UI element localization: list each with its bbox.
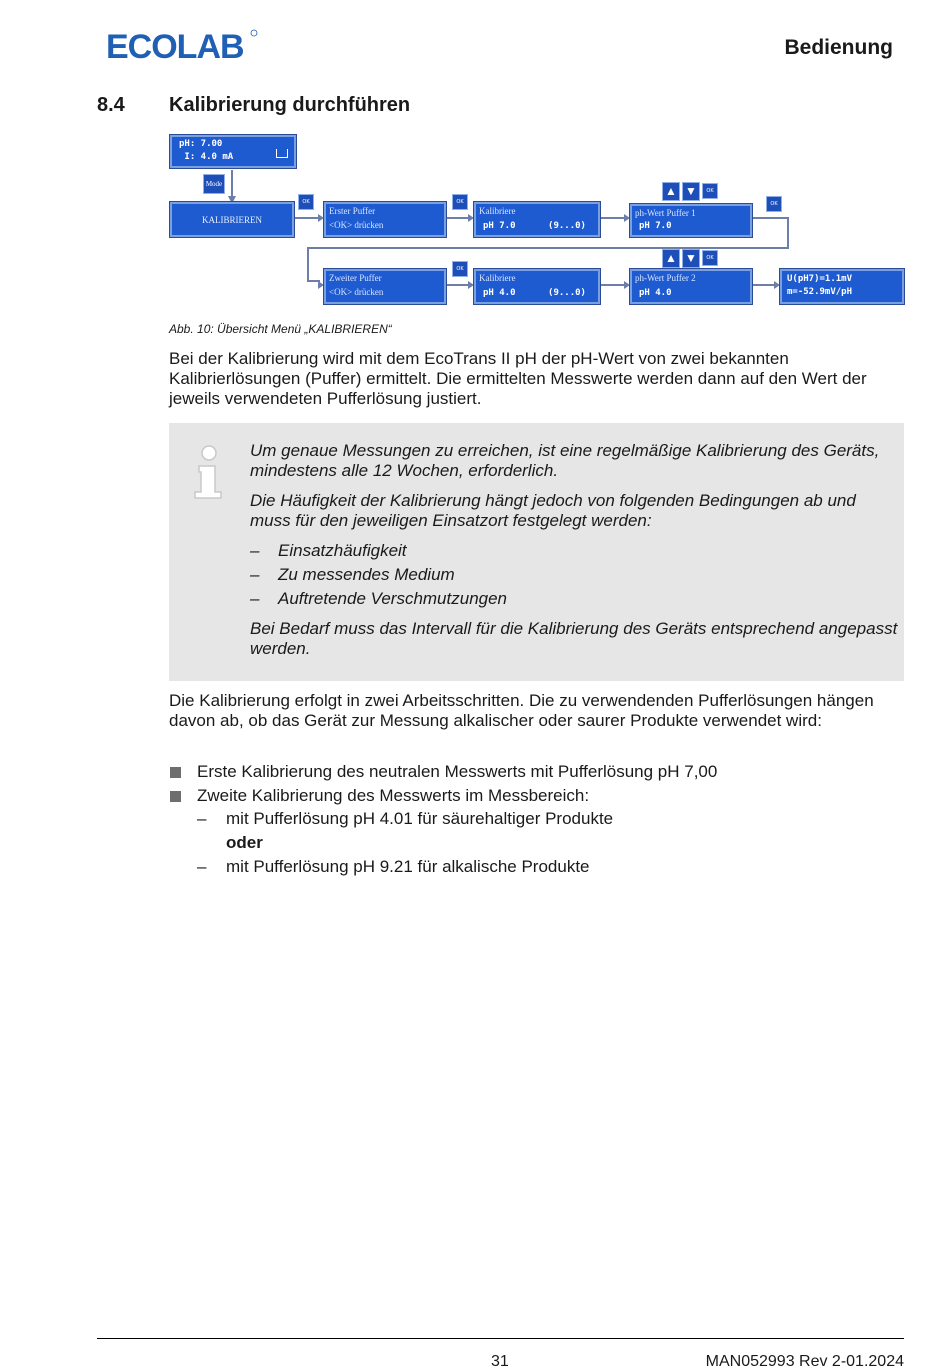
ph-wert-1-value: pH 7.0 — [639, 221, 672, 231]
header-section-name: Bedienung — [784, 36, 893, 59]
document-reference: MAN052993 Rev 2-01.2024 — [705, 1353, 904, 1370]
info-list-item: Zu messendes Medium — [278, 565, 455, 584]
ok-key: OK — [298, 194, 314, 210]
ph-wert-1-box — [630, 204, 752, 237]
kalibrieren-box — [170, 202, 294, 237]
arrow-down-key: ▼ — [682, 182, 700, 201]
ecolab-logo — [106, 28, 258, 62]
erster-puffer-box — [324, 202, 446, 237]
footer-divider — [97, 1338, 904, 1339]
ph-wert-1-caption: ph-Wert Puffer 1 — [635, 208, 696, 218]
bullet-square-icon — [170, 791, 181, 802]
result-line-2: m=-52.9mV/pH — [787, 287, 853, 297]
calibration-menu-diagram — [168, 128, 906, 308]
procedure-intro: Die Kalibrierung erfolgt in zwei Arbeitsschritten. Die zu verwendenden Pufferlösungen hängen davon ab, ob das Gerät zur Messung alkalischer oder saurer Produkte verwendet wird: — [169, 691, 874, 730]
erster-puffer-value: <OK> drücken — [329, 220, 384, 230]
bullet-item-1: Erste Kalibrierung des neutralen Messwerts mit Pufferlösung pH 7,00 — [197, 762, 718, 781]
sub-or: oder — [226, 833, 263, 852]
bullet-square-icon — [170, 767, 181, 778]
ok-key: OK — [452, 261, 468, 277]
info-list-item: Einsatzhäufigkeit — [278, 541, 407, 560]
arrow-up-key: ▲ — [662, 182, 680, 201]
zweiter-puffer-caption: Zweiter Puffer — [329, 273, 382, 283]
info-paragraph-1: Um genaue Messungen zu erreichen, ist eine regelmäßige Kalibrierung des Geräts, mindestens alle 12 Wochen, erforderlich. — [250, 441, 880, 480]
sub-dash: – — [197, 809, 207, 828]
result-line-1: U(pH7)=1.1mV — [787, 274, 853, 284]
info-paragraph-2: Die Häufigkeit der Kalibrierung hängt jedoch von folgenden Bedingungen ab und muss für den jeweiligen Einsatzort festgelegt werden: — [250, 491, 856, 530]
section-number: 8.4 — [97, 94, 125, 116]
ok-key: OK — [452, 194, 468, 210]
info-dash: – — [250, 565, 260, 584]
arrow-down-key: ▼ — [682, 249, 700, 268]
ph-wert-2-box — [630, 269, 752, 304]
zweiter-puffer-value: <OK> drücken — [329, 287, 384, 297]
info-icon — [193, 444, 227, 500]
ph-wert-2-value: pH 4.0 — [639, 288, 672, 298]
sub-item-2: mit Pufferlösung pH 9.21 für alkalische Produkte — [226, 857, 590, 876]
ok-key: OK — [702, 250, 718, 266]
info-paragraph-3: Bei Bedarf muss das Intervall für die Kalibrierung des Geräts entsprechend angepasst werden. — [250, 619, 898, 658]
intro-paragraph: Bei der Kalibrierung wird mit dem EcoTrans II pH der pH-Wert von zwei bekannten Kalibrierlösungen (Puffer) ermittelt. Die ermittelten Messwerte werden dann auf den Wert der jeweils verwendeten Pufferlösung justiert. — [169, 349, 867, 408]
status-current: I: 4.0 mA — [179, 152, 234, 162]
ok-key: OK — [766, 196, 782, 212]
section-title: Kalibrierung durchführen — [169, 94, 411, 116]
lock-icon — [276, 149, 288, 158]
kalibriere-2-value: pH 4.0 (9...0) — [483, 288, 586, 298]
arrow-up-key: ▲ — [662, 249, 680, 268]
kalibriere-1-caption: Kalibriere — [479, 206, 516, 216]
kalibriere-2-box — [474, 269, 600, 304]
result-box — [780, 269, 904, 304]
logo-wordmark: ECOLAB — [106, 28, 244, 62]
kalibriere-1-value: pH 7.0 (9...0) — [483, 221, 586, 231]
kalibriere-2-caption: Kalibriere — [479, 273, 516, 283]
erster-puffer-caption: Erster Puffer — [329, 206, 376, 216]
info-dash: – — [250, 589, 260, 608]
bullet-item-2: Zweite Kalibrierung des Messwerts im Messbereich: — [197, 786, 590, 805]
sub-dash: – — [197, 857, 207, 876]
kalibriere-1-box — [474, 202, 600, 237]
ph-wert-2-caption: ph-Wert Puffer 2 — [635, 273, 696, 283]
figure-caption: Abb. 10: Übersicht Menü „KALIBRIEREN“ — [169, 322, 392, 336]
zweiter-puffer-box — [324, 269, 446, 304]
info-list-item: Auftretende Verschmutzungen — [278, 589, 508, 608]
status-ph: pH: 7.00 — [179, 139, 223, 149]
status-display — [170, 135, 296, 168]
info-dash: – — [250, 541, 260, 560]
sub-item-1: mit Pufferlösung pH 4.01 für säurehaltiger Produkte — [226, 809, 614, 828]
ok-key: OK — [702, 183, 718, 199]
page-number: 31 — [491, 1353, 509, 1370]
ecolab-logo-graphic — [106, 28, 258, 62]
mode-key: Mode — [203, 174, 225, 194]
kalibrieren-label: KALIBRIEREN — [202, 215, 262, 225]
